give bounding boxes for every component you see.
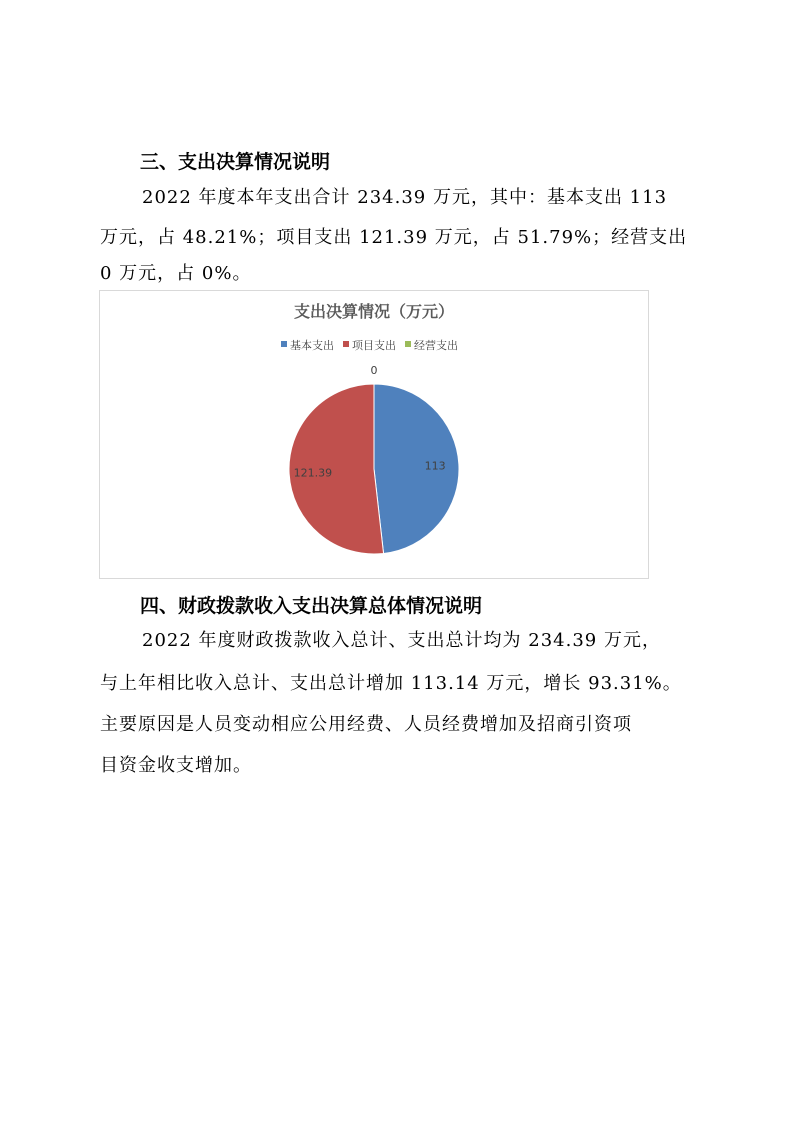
legend-label-1: 项目支出 <box>352 339 396 352</box>
legend-swatch-0 <box>281 341 287 347</box>
section4-line-4: 目资金收支增加。 <box>100 755 252 776</box>
pie-chart <box>99 290 649 579</box>
section4-line-2: 与上年相比收入总计、支出总计增加 113.14 万元，增长 93.31%。 <box>100 673 682 694</box>
pie-data-label-1: 121.39 <box>293 466 333 480</box>
legend-label-0: 基本支出 <box>290 339 334 352</box>
pie-data-label-0: 113 <box>424 459 446 473</box>
section3-heading: 三、支出决算情况说明 <box>140 151 331 173</box>
legend-swatch-1 <box>343 341 349 347</box>
section3-line-3: 0 万元，占 0%。 <box>100 263 252 284</box>
section3-line-1: 2022 年度本年支出合计 234.39 万元，其中：基本支出 113 <box>142 187 668 208</box>
section4-line-1: 2022 年度财政拨款收入总计、支出总计均为 234.39 万元， <box>142 630 661 651</box>
chart-title: 支出决算情况（万元） <box>293 302 455 321</box>
chart-legend <box>281 338 458 352</box>
pie-slice-0 <box>374 384 459 553</box>
legend-label-2: 经营支出 <box>414 339 458 352</box>
legend-swatch-2 <box>405 341 411 347</box>
pie-data-label-2: 0 <box>370 364 378 377</box>
pie-chart-svg <box>100 291 648 578</box>
section4-line-3: 主要原因是人员变动相应公用经费、人员经费增加及招商引资项 <box>100 714 632 735</box>
section3-line-2: 万元，占 48.21%；项目支出 121.39 万元，占 51.79%；经营支出 <box>100 227 688 248</box>
section4-heading: 四、财政拨款收入支出决算总体情况说明 <box>140 595 483 617</box>
